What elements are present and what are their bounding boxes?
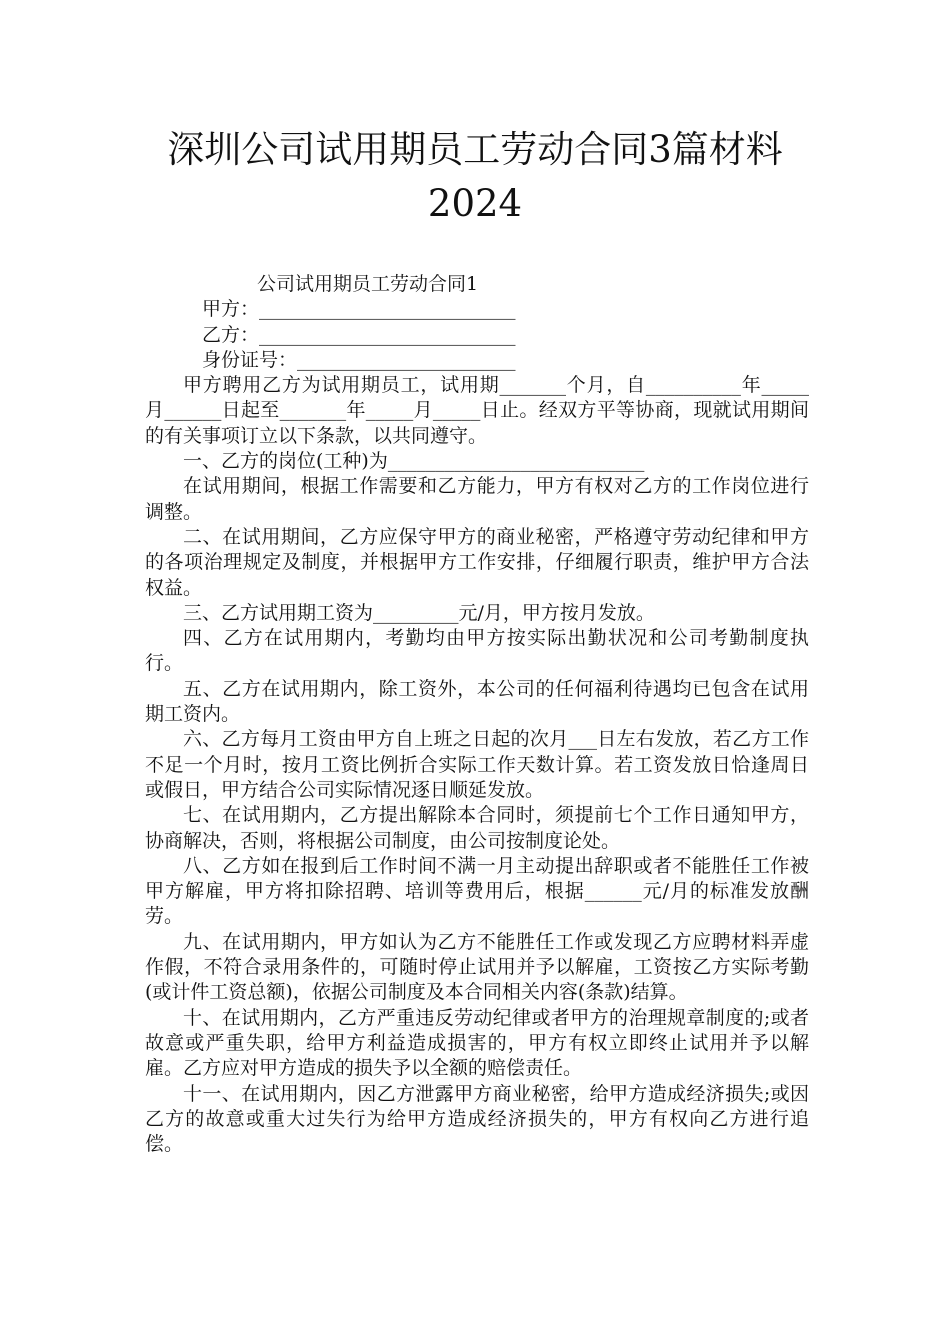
party-a-field: 甲方：___________________________ xyxy=(202,298,516,321)
contract-paragraph: 二、在试用期间，乙方应保守甲方的商业秘密，严格遵守劳动纪律和甲方的各项治理规定及制度，并根据甲方工作安排，仔细履行职责，维护甲方合法权益。 xyxy=(145,525,809,599)
contract-paragraph: 四、乙方在试用期内，考勤均由甲方按实际出勤状况和公司考勤制度执行。 xyxy=(145,627,809,675)
contract-subtitle: 公司试用期员工劳动合同1 xyxy=(257,273,479,295)
contract-paragraph: 九、在试用期内，甲方如认为乙方不能胜任工作或发现乙方应聘材料弄虚作假，不符合录用条件的，可随时停止试用并予以解雇，工资按乙方实际考勤(或计件工资总额)，依据公司制度及本合同相关内容(条款)结算。 xyxy=(145,930,809,1004)
contract-paragraph: 十、在试用期内，乙方严重违反劳动纪律或者甲方的治理规章制度的;或者故意或严重失职，给甲方利益造成损害的，甲方有权立即终止试用并予以解雇。乙方应对甲方造成的损失予以全额的赔偿责任。 xyxy=(145,1006,809,1080)
contract-paragraph: 七、在试用期内，乙方提出解除本合同时，须提前七个工作日通知甲方，协商解决，否则，将根据公司制度，由公司按制度论处。 xyxy=(145,804,809,852)
contract-paragraph: 甲方聘用乙方为试用期员工，试用期_______个月，自__________年_____月______日起至_______年_____月_____日止。经双方平等协商，现就试用期间的有关事项订立以下条款，以共同遵守。 xyxy=(145,374,809,447)
id-number-field: 身份证号：_______________________ xyxy=(202,348,516,371)
contract-paragraph: 五、乙方在试用期内，除工资外，本公司的任何福利待遇均已包含在试用期工资内。 xyxy=(145,677,809,726)
document-title: 深圳公司试用期员工劳动合同3篇材料 xyxy=(167,128,783,171)
contract-paragraph: 在试用期间，根据工作需要和乙方能力，甲方有权对乙方的工作岗位进行调整。 xyxy=(145,475,809,523)
contract-paragraph: 一、乙方的岗位(工种)为___________________________ xyxy=(183,450,645,473)
contract-body xyxy=(145,272,809,1157)
contract-paragraph: 三、乙方试用期工资为_________元/月，甲方按月发放。 xyxy=(183,601,655,624)
contract-paragraph: 十一、在试用期内，因乙方泄露甲方商业秘密，给甲方造成经济损失;或因乙方的故意或重大过失行为给甲方造成经济损失的，甲方有权向乙方进行追偿。 xyxy=(145,1082,809,1156)
contract-paragraph: 八、乙方如在报到后工作时间不满一月主动提出辞职或者不能胜任工作被甲方解雇，甲方将扣除招聘、培训等费用后，根据______元/月的标准发放酬劳。 xyxy=(145,854,809,928)
party-b-field: 乙方：___________________________ xyxy=(202,323,516,346)
document-title-year: 2024 xyxy=(427,182,523,225)
contract-paragraph: 六、乙方每月工资由甲方自上班之日起的次月___日左右发放，若乙方工作不足一个月时，按月工资比例折合实际工作天数计算。若工资发放日恰逢周日或假日，甲方结合公司实际情况逐日顺延发放。 xyxy=(145,728,809,801)
